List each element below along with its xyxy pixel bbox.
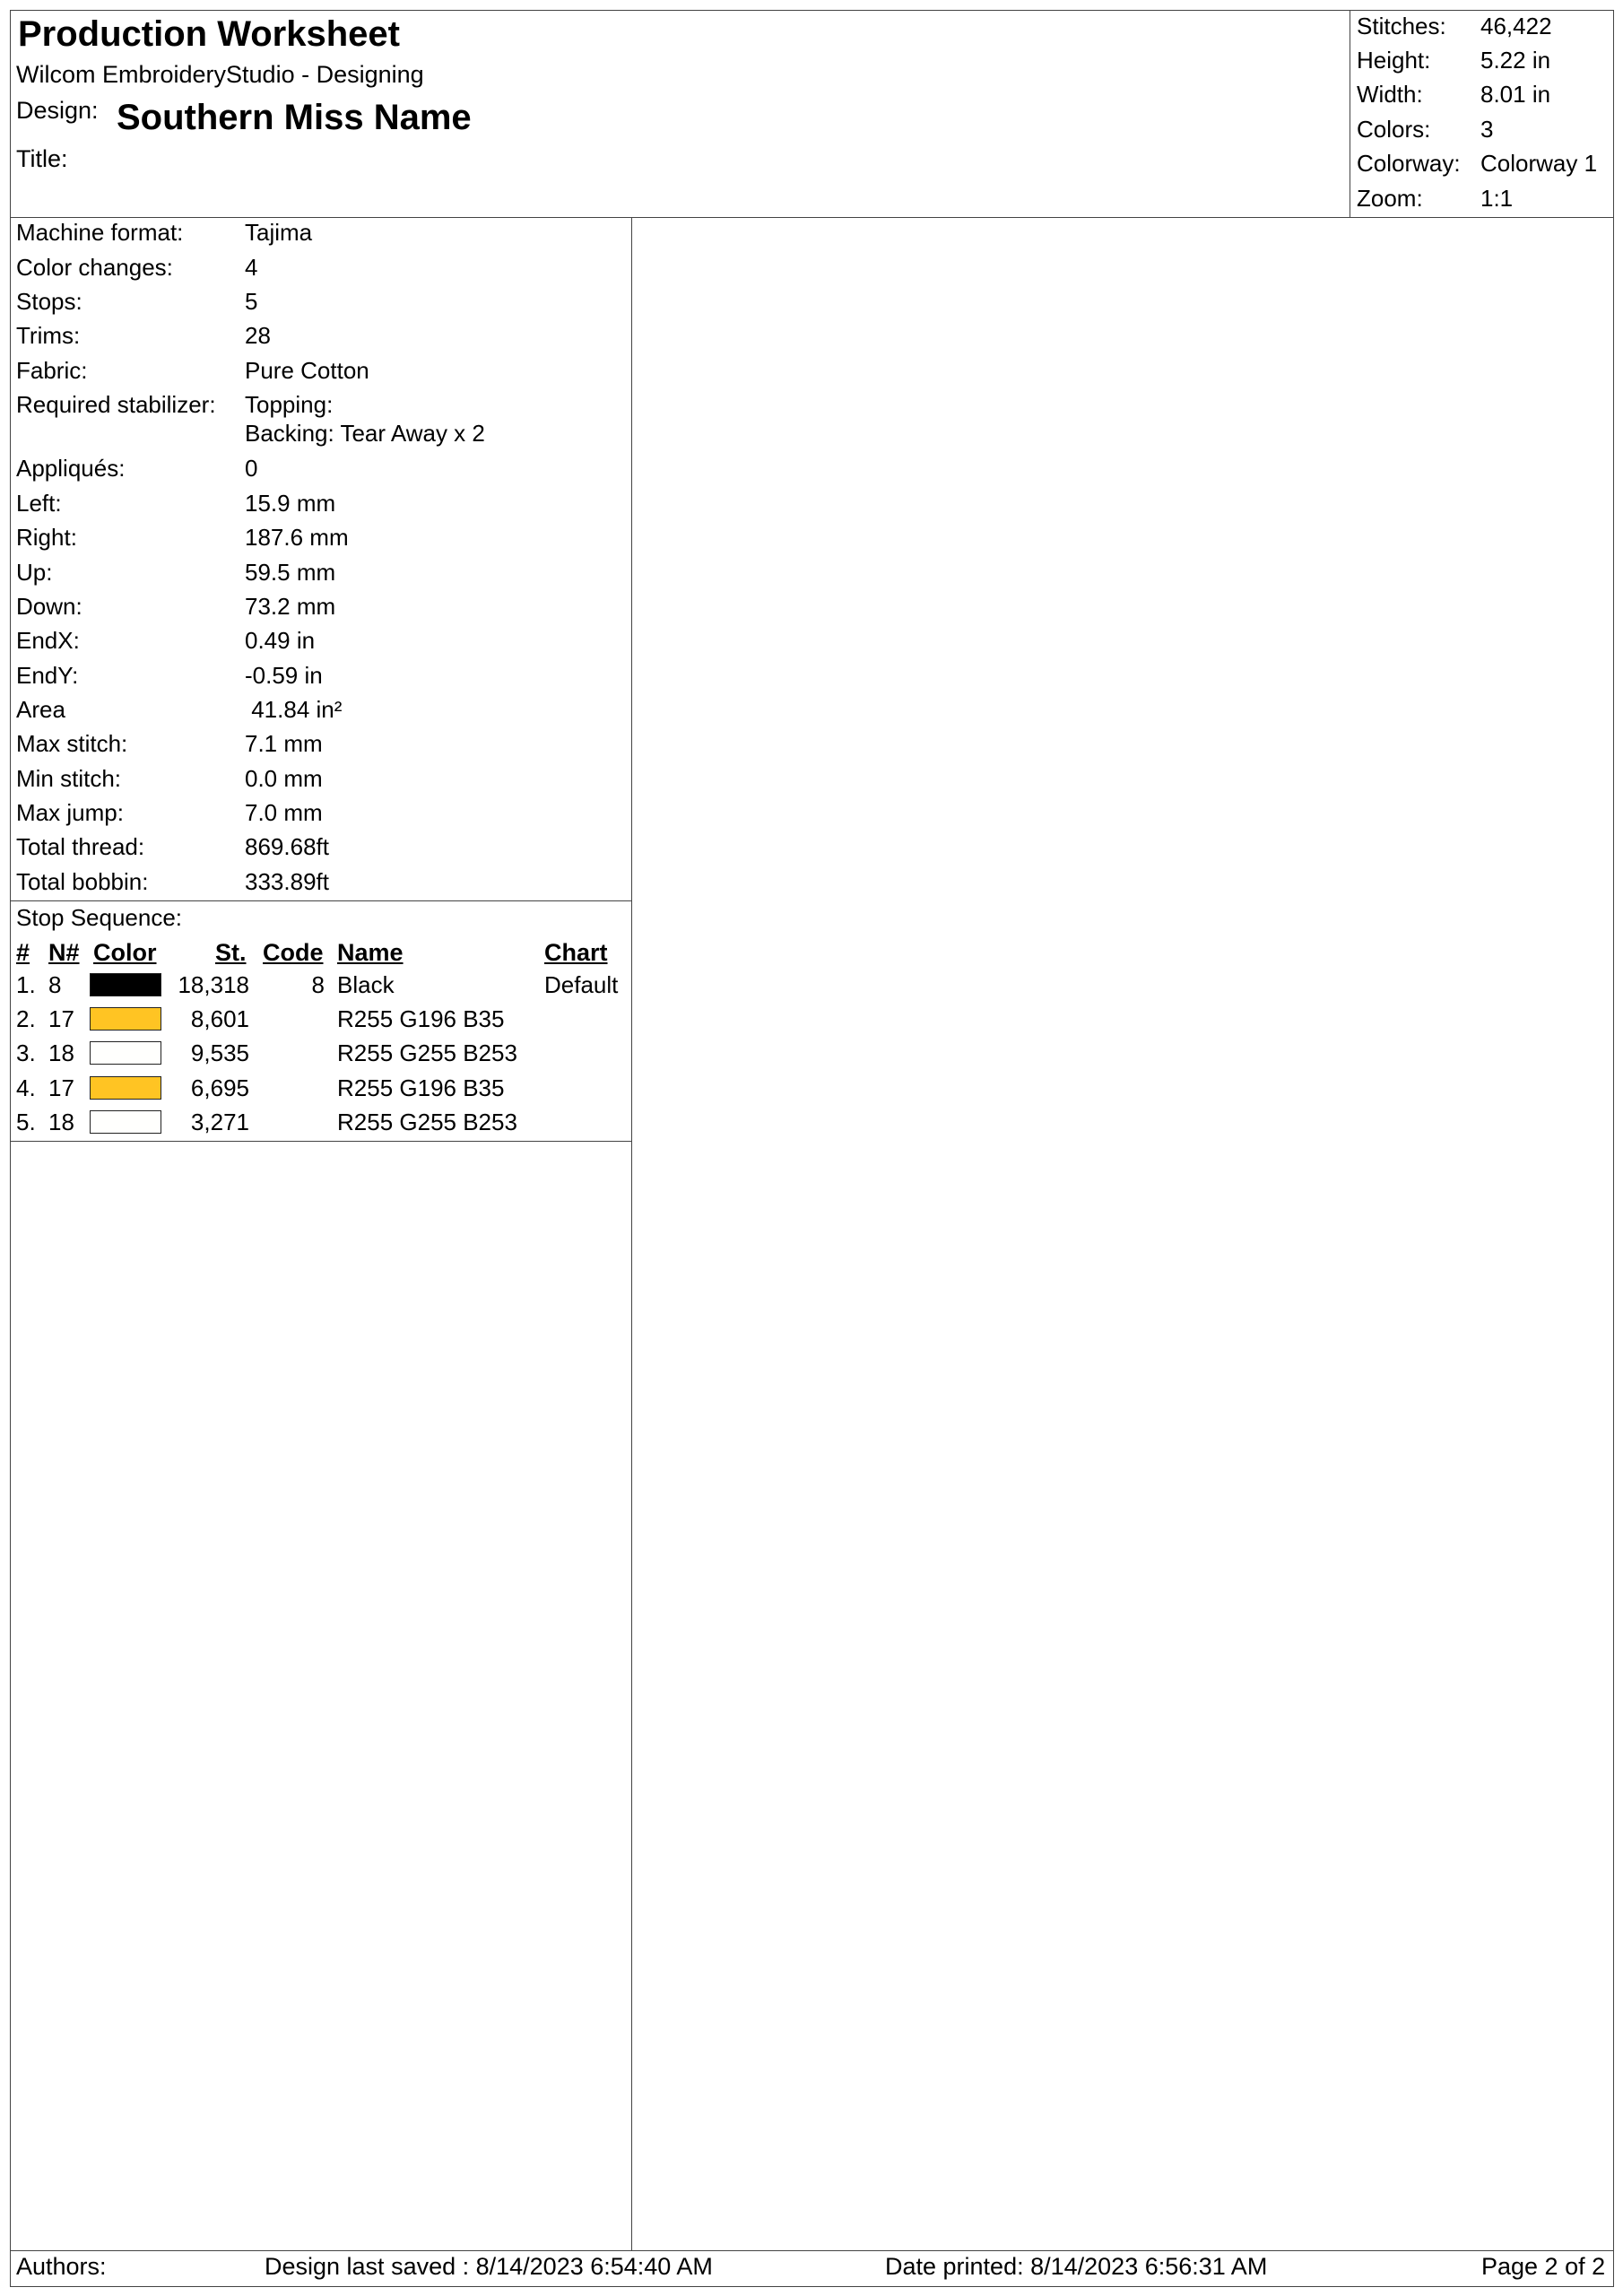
property-value: 7.1 mm [245,730,323,757]
property-label: Total thread: [16,833,145,860]
property-label: EndY: [16,662,79,689]
property-label: Fabric: [16,357,88,384]
footer-date-printed: Date printed: 8/14/2023 6:56:31 AM [885,2253,1268,2280]
column-header-needle: N# [48,939,80,966]
property-label: Machine format: [16,219,184,246]
frame-bottom [10,2286,1614,2287]
property-label: Down: [16,593,82,620]
row-stitches: 3,271 [190,1109,249,1135]
property-value: 0 [245,455,258,482]
property-value: 7.0 mm [245,799,323,826]
frame-left [10,10,11,2287]
property-value: Backing: Tear Away x 2 [245,420,485,447]
property-label: Up: [16,559,53,586]
column-header-index: # [16,939,30,966]
title-label: Title: [16,145,68,172]
property-value: 869.68ft [245,833,329,860]
property-value: 5 [245,288,258,315]
summary-label: Colors: [1357,116,1431,143]
row-name: R255 G255 B253 [337,1039,517,1066]
property-value: 0.49 in [245,627,316,654]
property-label: Total bobbin: [16,868,149,895]
property-value: -0.59 in [245,662,323,689]
property-label: Right: [16,524,77,551]
row-needle: 18 [48,1109,74,1135]
property-label: Max stitch: [16,730,128,757]
property-label: Stops: [16,288,82,315]
software-name: Wilcom EmbroideryStudio - Designing [16,61,424,88]
row-index: 5. [16,1109,36,1135]
row-index: 2. [16,1005,36,1032]
properties-divider [10,900,631,901]
property-label: Max jump: [16,799,124,826]
property-label: Color changes: [16,254,173,281]
design-label: Design: [16,97,99,124]
property-value: Topping: [245,391,334,418]
table-row [0,1074,628,1109]
row-code: 8 [311,971,325,998]
summary-label: Stitches: [1357,13,1446,39]
color-swatch [90,1076,161,1100]
property-value: 41.84 in² [245,696,343,723]
color-swatch [90,1007,161,1031]
footer-divider [10,2250,1614,2251]
footer-page-number: Page 2 of 2 [1481,2253,1606,2280]
column-header-stitches: St. [215,939,247,966]
property-label: EndX: [16,627,80,654]
row-stitches: 8,601 [190,1005,249,1032]
row-needle: 18 [48,1039,74,1066]
row-needle: 17 [48,1005,74,1032]
summary-value: 8.01 in [1480,81,1551,108]
footer-authors: Authors: [16,2253,107,2280]
property-value: 59.5 mm [245,559,336,586]
footer-last-saved: Design last saved : 8/14/2023 6:54:40 AM [265,2253,713,2280]
row-needle: 17 [48,1074,74,1101]
summary-label: Zoom: [1357,185,1423,212]
row-chart: Default [544,971,619,998]
summary-value: Colorway 1 [1480,150,1598,177]
property-value: 28 [245,322,271,349]
row-stitches: 18,318 [178,971,249,998]
row-stitches: 6,695 [190,1074,249,1101]
summary-label: Width: [1357,81,1423,108]
property-value: 73.2 mm [245,593,336,620]
table-row [0,1109,628,1143]
row-name: R255 G255 B253 [337,1109,517,1135]
property-label: Area [16,696,65,723]
property-value: 4 [245,254,258,281]
row-name: R255 G196 B35 [337,1074,505,1101]
row-index: 4. [16,1074,36,1101]
property-value: Pure Cotton [245,357,369,384]
row-index: 1. [16,971,36,998]
color-swatch [90,1110,161,1134]
table-row [0,971,628,1005]
property-value: 333.89ft [245,868,329,895]
summary-label: Colorway: [1357,150,1461,177]
column-header-code: Code [263,939,324,966]
table-row [0,1005,628,1039]
header-divider [10,217,1614,218]
row-index: 3. [16,1039,36,1066]
summary-value: 3 [1480,116,1494,143]
row-name: R255 G196 B35 [337,1005,505,1032]
table-row [0,1039,628,1074]
property-label: Required stabilizer: [16,391,216,418]
summary-value: 5.22 in [1480,47,1551,74]
design-name: Southern Miss Name [117,98,472,137]
property-value: 187.6 mm [245,524,349,551]
stop-sequence-title: Stop Sequence: [16,904,183,931]
property-label: Min stitch: [16,765,122,792]
property-value: 0.0 mm [245,765,323,792]
page-title: Production Worksheet [18,14,400,54]
summary-value: 1:1 [1480,185,1514,212]
property-label: Appliqués: [16,455,126,482]
frame-right [1613,10,1614,2287]
column-header-chart: Chart [544,939,608,966]
summary-value: 46,422 [1480,13,1552,39]
property-label: Left: [16,490,62,517]
property-value: 15.9 mm [245,490,336,517]
property-label: Trims: [16,322,81,349]
row-name: Black [337,971,395,998]
row-stitches: 9,535 [190,1039,249,1066]
summary-label: Height: [1357,47,1431,74]
frame-top [10,10,1614,11]
column-header-color: Color [93,939,157,966]
row-needle: 8 [48,971,62,998]
property-value: Tajima [245,219,313,246]
color-swatch [90,973,161,996]
column-header-name: Name [337,939,404,966]
column-divider [631,217,632,2251]
color-swatch [90,1041,161,1065]
